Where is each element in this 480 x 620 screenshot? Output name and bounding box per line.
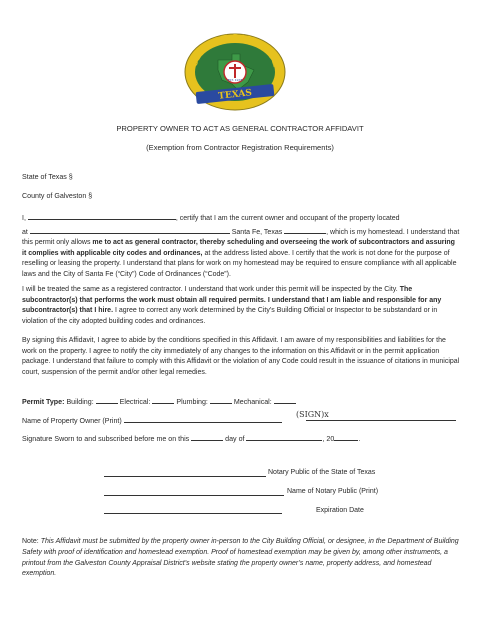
document-title: PROPERTY OWNER TO ACT AS GENERAL CONTRACTOR AFFIDAVIT — [116, 124, 364, 133]
note-label: Note: — [22, 538, 39, 545]
sign-annotation — [296, 410, 329, 419]
sworn-day-field[interactable] — [191, 432, 223, 441]
seal-top-text: CITY OF SANTA FE — [188, 32, 282, 69]
building-label: Building: — [66, 398, 94, 406]
owner-statement-paragraph — [22, 211, 460, 281]
submission-note — [22, 537, 462, 580]
year-prefix-text: , 20 — [322, 435, 335, 443]
owner-name-row — [22, 414, 282, 427]
state-line: State of Texas § — [22, 173, 73, 181]
owner-name-print-field[interactable] — [124, 414, 282, 423]
electrical-checkbox-blank[interactable] — [152, 395, 174, 404]
sign-x-mark: x — [324, 410, 329, 419]
santa-fe-text: Santa Fe, Texas — [231, 228, 283, 236]
document-subtitle: (Exemption from Contractor Registration Requirements) — [146, 143, 334, 152]
sign-annotation-text: (SIGN) — [296, 410, 325, 419]
at-label: at — [22, 228, 28, 236]
plumbing-checkbox-blank[interactable] — [210, 395, 232, 404]
i-label: I, — [22, 215, 26, 222]
permit-type-label: Permit Type — [22, 398, 63, 406]
paragraph-1-rest: at the address listed above. I certify that the work is not done for the purpose of reselling or leasing the property. I understand that plans for work on my homestead may be required to ensure compliance with all applicable laws and the City of Santa Fe (“City”) Code of Ordinances (“Code”). — [22, 249, 457, 278]
sworn-month-field[interactable] — [246, 432, 322, 441]
svg-text:EST. 1978 — [228, 78, 243, 82]
general-contractor-bold-text: me to act as general contractor, thereby scheduling and overseeing the work of subcontractors and assuring it complies with applicable city codes and ordinances, — [22, 239, 455, 257]
mechanical-checkbox-blank[interactable] — [274, 395, 296, 404]
plumbing-label: Plumbing: — [176, 398, 208, 406]
building-checkbox-blank[interactable] — [96, 395, 118, 404]
permit-type-row: Permit Type: Building: Electrical: Plumbing: Mechanical: — [22, 395, 296, 408]
property-address-blank[interactable] — [30, 225, 230, 234]
expiration-date-label: Expiration Date — [316, 507, 364, 514]
certify-text: , certify that I am the current owner and occupant of the property located — [175, 215, 400, 222]
note-text: This Affidavit must be submitted by the property owner in-person to the City Building Official, or designee, in the Department of Building Safety with proof of identification and homestead exemption. Proof of homestead exemption may be given by, among other instruments, a printout from the Galveston County Appraisal District’s website stating the property owner’s name, property address, and homestead exemption. — [22, 538, 459, 578]
owner-name-blank[interactable] — [28, 211, 176, 220]
affidavit-conditions-paragraph: By signing this Affidavit, I agree to abide by the conditions specified in this Affidavit. I am aware of my responsibilities and liabilities for the work on the property. I agree to notify the city immediately of any changes to the information on this Affidavit or in the permit application package. I understand that failure to comply with this Affidavit or the violation of any Code could result in the issuance of citations in municipal court, suspension of the permit and/or other legal remedies. — [22, 337, 460, 376]
paragraph-2-start: I will be treated the same as a registered contractor. I understand that work under this permit will be inspected by the City. — [22, 286, 398, 293]
sworn-row — [22, 432, 360, 445]
paragraph-2-end: I agree to correct any work determined by the City’s Building Official or Inspector to be substandard or in violation of the city adopted building codes and ordinances. — [22, 307, 438, 325]
sworn-text: Signature Sworn to and subscribed before me on this — [22, 435, 190, 443]
electrical-label: Electrical: — [119, 398, 151, 406]
understand-text: understand that this permit only allows — [22, 228, 460, 247]
city-seal-logo — [174, 28, 296, 112]
owner-name-label: Name of Property Owner (Print) — [22, 417, 122, 425]
seal-bottom-text: TEXAS — [217, 88, 253, 102]
seal-est-text: EST. 1978 — [227, 78, 243, 82]
day-of-text: day of — [225, 435, 245, 443]
sworn-year-field[interactable] — [334, 432, 361, 443]
county-line: County of Galveston § — [22, 192, 93, 200]
subcontractor-bold-text: The subcontractor(s) that performs the work must obtain all required permits. I understand that I am liable and responsible for any subcontractor(s) that I hire. — [22, 286, 442, 315]
notary-public-label: Notary Public of the State of Texas — [268, 469, 376, 476]
zip-blank[interactable] — [284, 225, 326, 234]
notary-name-label: Name of Notary Public (Print) — [287, 488, 379, 495]
owner-signature-line[interactable] — [306, 420, 456, 421]
notary-public-signature-line[interactable] — [104, 476, 266, 477]
mechanical-label: Mechanical: — [233, 398, 272, 406]
homestead-text: , which is my homestead. I — [326, 228, 409, 236]
notary-name-line[interactable] — [104, 495, 284, 496]
registered-contractor-paragraph — [22, 285, 460, 327]
sworn-end-text: . — [358, 435, 361, 443]
expiration-date-line[interactable] — [104, 513, 282, 514]
